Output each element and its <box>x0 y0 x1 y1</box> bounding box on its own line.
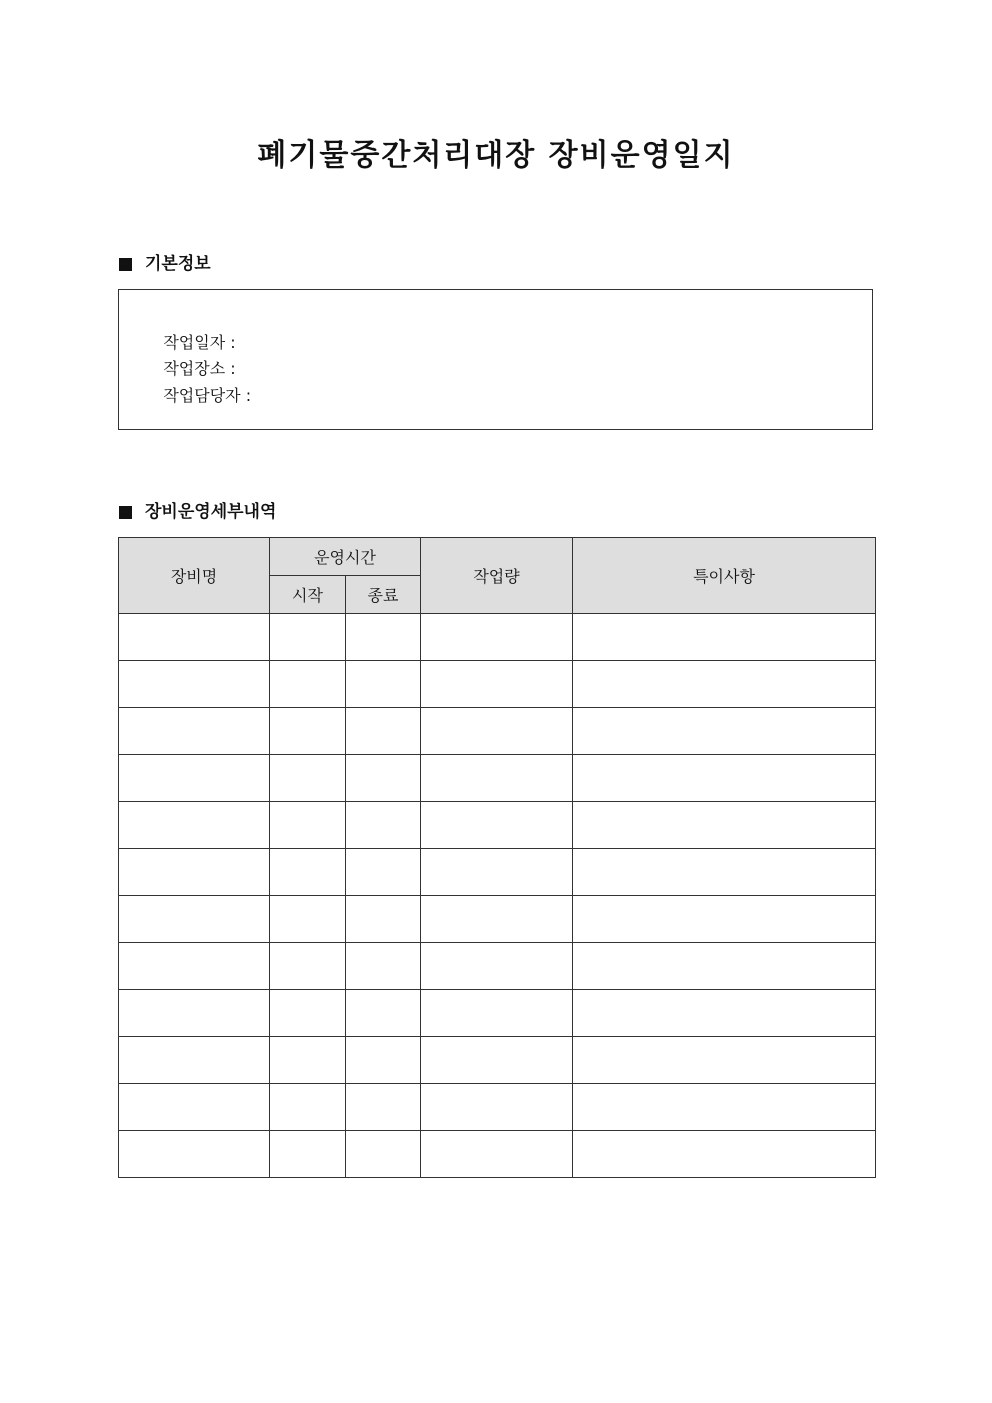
cell-start[interactable] <box>270 755 346 802</box>
cell-remarks[interactable] <box>573 661 876 708</box>
table-row <box>119 990 876 1037</box>
cell-work-amount[interactable] <box>421 708 573 755</box>
basic-info-box <box>118 289 873 430</box>
cell-end[interactable] <box>346 943 421 990</box>
table-row <box>119 802 876 849</box>
cell-end[interactable] <box>346 896 421 943</box>
work-location-label: 작업장소 : <box>163 359 236 378</box>
cell-equipment-name[interactable] <box>119 943 270 990</box>
header-equipment-name: 장비명 <box>119 538 270 614</box>
cell-start[interactable] <box>270 614 346 661</box>
header-end: 종료 <box>346 576 421 614</box>
work-manager-label: 작업담당자 : <box>163 386 252 405</box>
equipment-log-body <box>119 614 876 1178</box>
square-bullet-icon <box>119 506 132 519</box>
cell-start[interactable] <box>270 708 346 755</box>
cell-equipment-name[interactable] <box>119 614 270 661</box>
header-operating-time: 운영시간 <box>270 538 421 576</box>
table-row <box>119 755 876 802</box>
table-row <box>119 1037 876 1084</box>
section-heading-label: 기본정보 <box>145 254 211 274</box>
cell-start[interactable] <box>270 1084 346 1131</box>
table-row <box>119 1131 876 1178</box>
cell-end[interactable] <box>346 849 421 896</box>
cell-equipment-name[interactable] <box>119 708 270 755</box>
cell-equipment-name[interactable] <box>119 1131 270 1178</box>
cell-equipment-name[interactable] <box>119 802 270 849</box>
cell-equipment-name[interactable] <box>119 990 270 1037</box>
cell-remarks[interactable] <box>573 1131 876 1178</box>
cell-start[interactable] <box>270 896 346 943</box>
cell-work-amount[interactable] <box>421 1131 573 1178</box>
cell-remarks[interactable] <box>573 802 876 849</box>
table-row <box>119 1084 876 1131</box>
table-row <box>119 849 876 896</box>
header-start: 시작 <box>270 576 346 614</box>
table-row <box>119 614 876 661</box>
table-row <box>119 661 876 708</box>
cell-equipment-name[interactable] <box>119 849 270 896</box>
cell-work-amount[interactable] <box>421 614 573 661</box>
cell-end[interactable] <box>346 802 421 849</box>
cell-equipment-name[interactable] <box>119 896 270 943</box>
cell-end[interactable] <box>346 661 421 708</box>
table-row <box>119 943 876 990</box>
cell-remarks[interactable] <box>573 614 876 661</box>
cell-work-amount[interactable] <box>421 990 573 1037</box>
cell-end[interactable] <box>346 990 421 1037</box>
cell-equipment-name[interactable] <box>119 1037 270 1084</box>
cell-work-amount[interactable] <box>421 1037 573 1084</box>
cell-start[interactable] <box>270 802 346 849</box>
cell-end[interactable] <box>346 708 421 755</box>
section-heading-basic-info <box>119 252 211 276</box>
cell-equipment-name[interactable] <box>119 661 270 708</box>
cell-work-amount[interactable] <box>421 661 573 708</box>
cell-work-amount[interactable] <box>421 755 573 802</box>
header-remarks: 특이사항 <box>573 538 876 614</box>
cell-work-amount[interactable] <box>421 802 573 849</box>
cell-work-amount[interactable] <box>421 896 573 943</box>
equipment-log-table <box>118 537 876 1178</box>
cell-work-amount[interactable] <box>421 1084 573 1131</box>
square-bullet-icon <box>119 258 132 271</box>
cell-end[interactable] <box>346 1131 421 1178</box>
cell-end[interactable] <box>346 614 421 661</box>
cell-start[interactable] <box>270 661 346 708</box>
cell-remarks[interactable] <box>573 1037 876 1084</box>
document-title: 폐기물중간처리대장 장비운영일지 <box>257 138 735 173</box>
cell-start[interactable] <box>270 849 346 896</box>
cell-work-amount[interactable] <box>421 943 573 990</box>
table-row <box>119 896 876 943</box>
work-manager-field[interactable] <box>143 363 251 451</box>
cell-remarks[interactable] <box>573 708 876 755</box>
cell-remarks[interactable] <box>573 1084 876 1131</box>
section-heading-label: 장비운영세부내역 <box>145 502 277 522</box>
header-work-amount: 작업량 <box>421 538 573 614</box>
section-heading-equipment-log <box>119 500 276 524</box>
cell-start[interactable] <box>270 1131 346 1178</box>
cell-work-amount[interactable] <box>421 849 573 896</box>
cell-equipment-name[interactable] <box>119 1084 270 1131</box>
table-row <box>119 708 876 755</box>
work-date-label: 작업일자 : <box>163 333 236 352</box>
cell-end[interactable] <box>346 1084 421 1131</box>
cell-end[interactable] <box>346 755 421 802</box>
cell-start[interactable] <box>270 1037 346 1084</box>
cell-start[interactable] <box>270 943 346 990</box>
cell-remarks[interactable] <box>573 849 876 896</box>
cell-remarks[interactable] <box>573 755 876 802</box>
cell-start[interactable] <box>270 990 346 1037</box>
cell-remarks[interactable] <box>573 943 876 990</box>
cell-remarks[interactable] <box>573 990 876 1037</box>
cell-remarks[interactable] <box>573 896 876 943</box>
cell-end[interactable] <box>346 1037 421 1084</box>
cell-equipment-name[interactable] <box>119 755 270 802</box>
